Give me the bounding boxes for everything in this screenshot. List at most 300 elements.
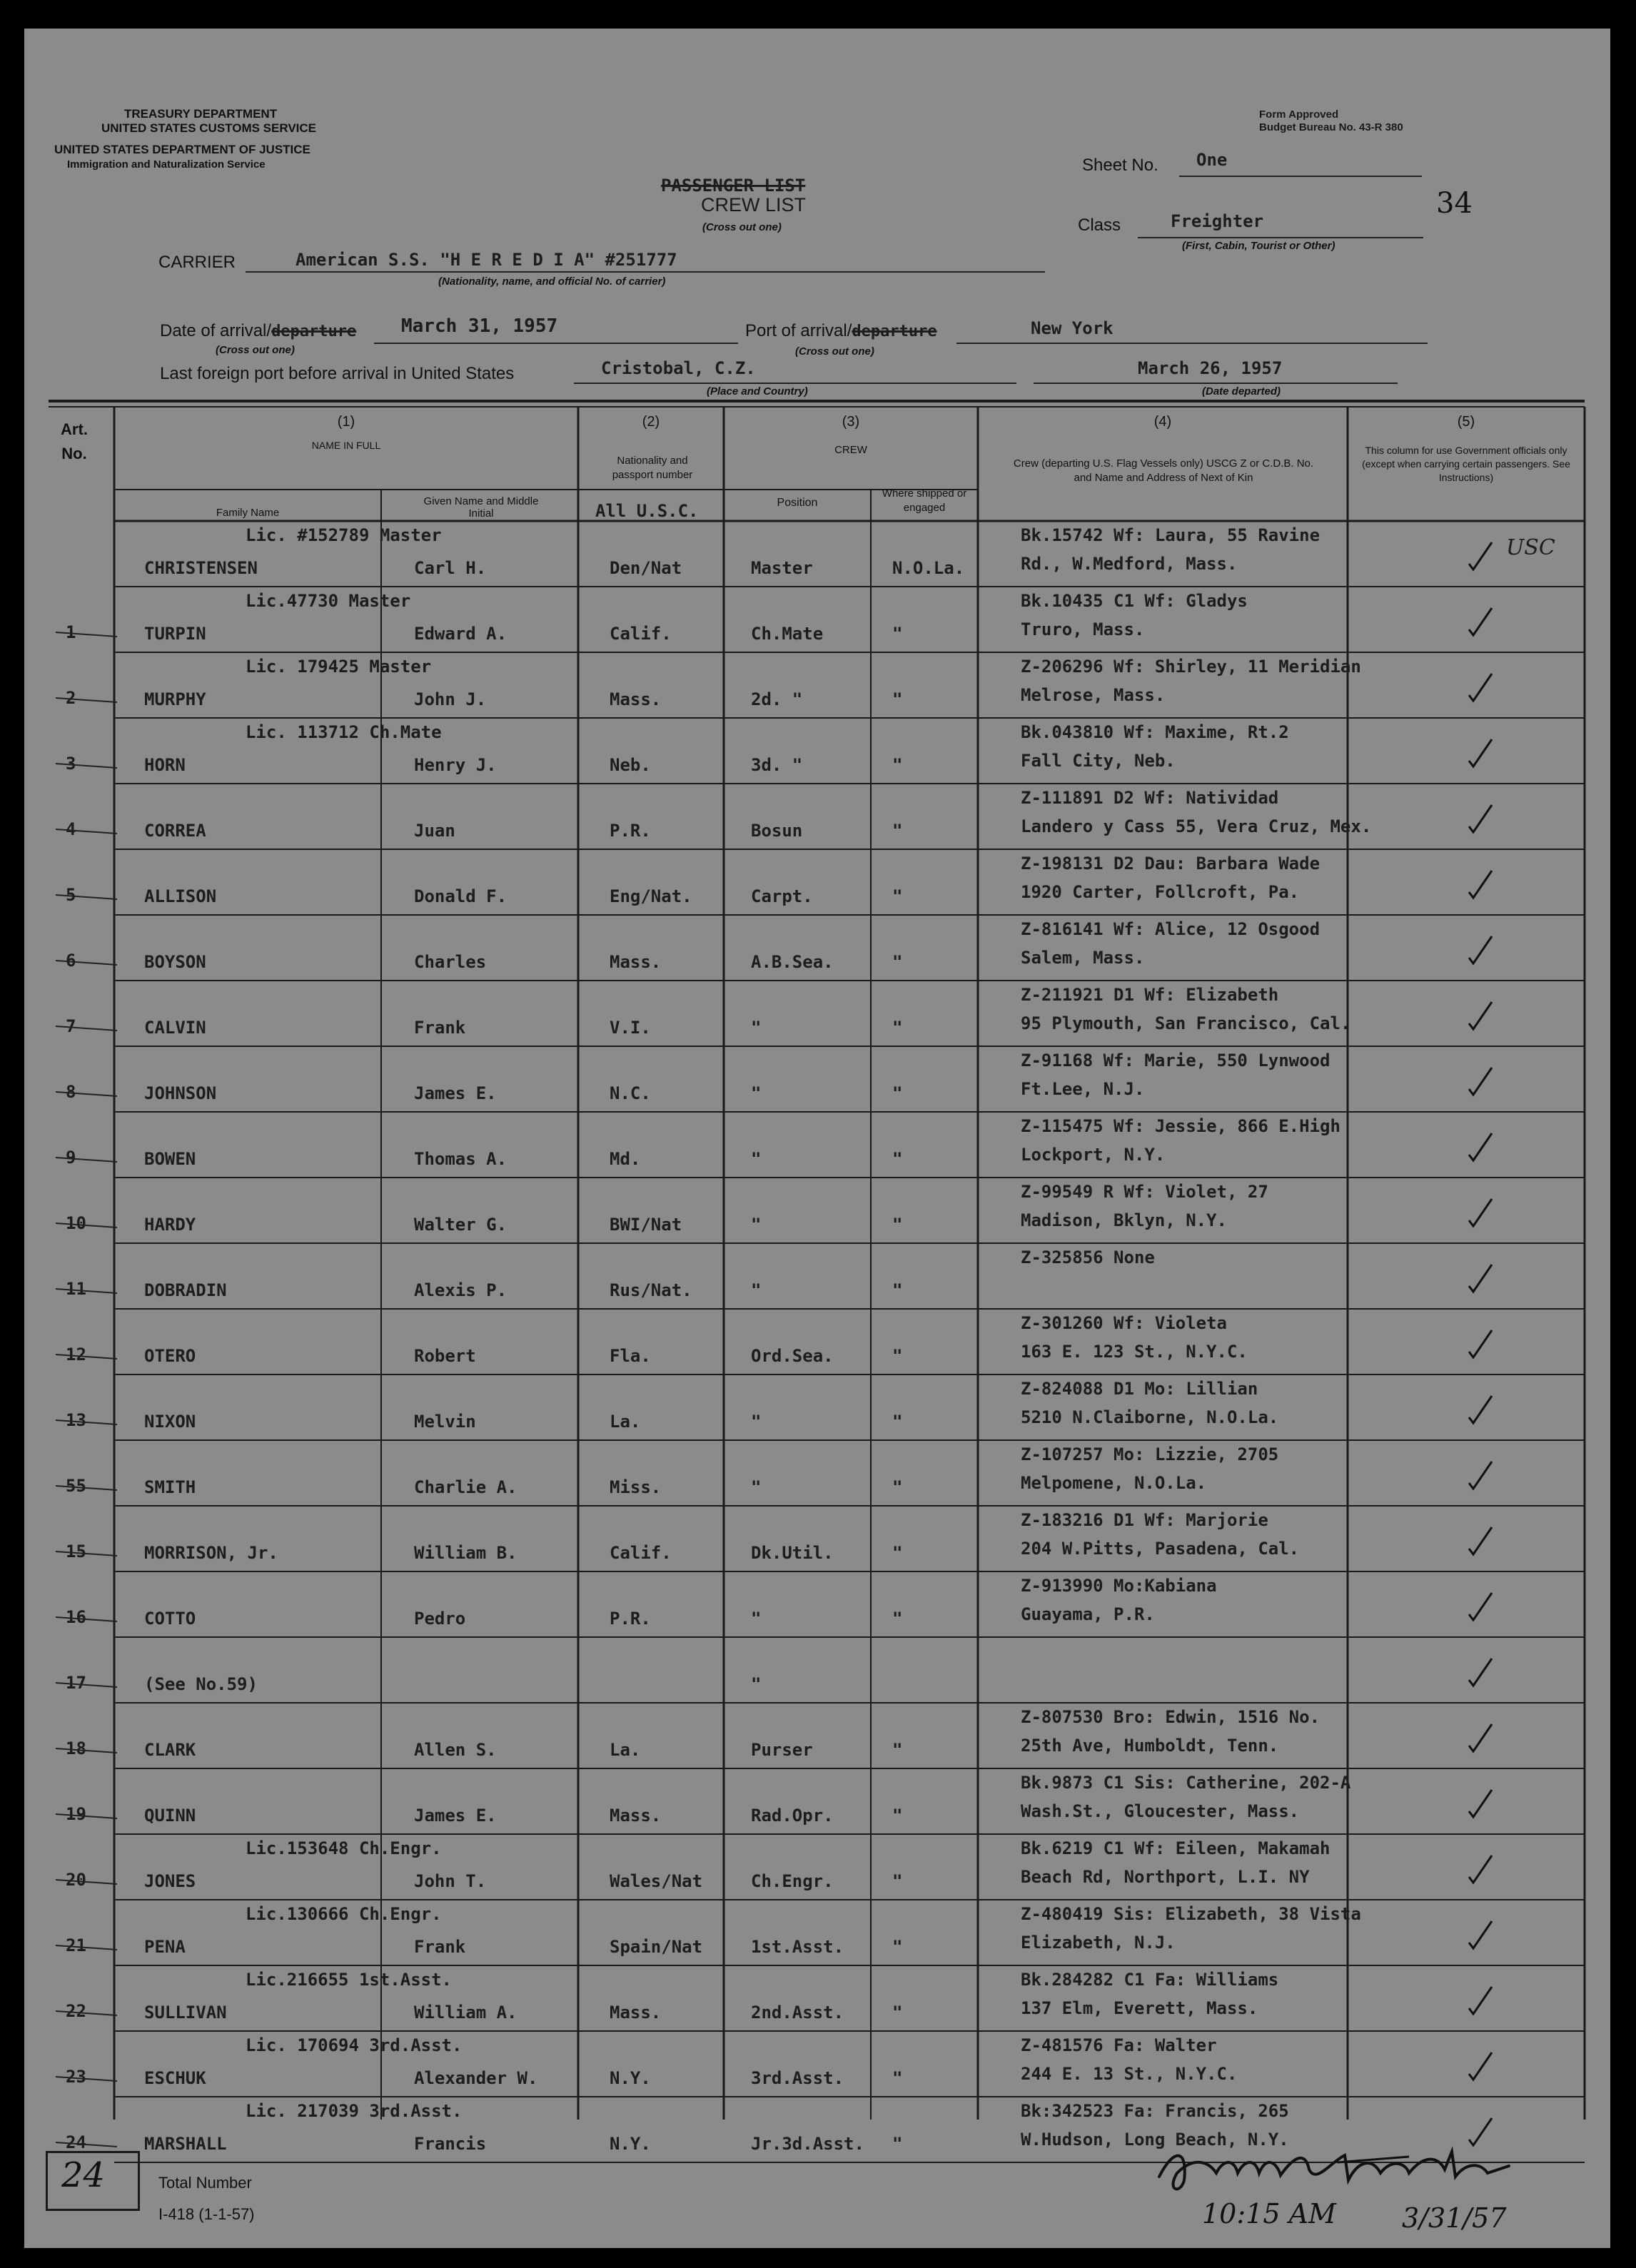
row-number: 2: [66, 688, 76, 708]
table-row: [24, 2031, 1610, 2097]
tally-mark-icon: [53, 625, 124, 647]
nationality: Mass.: [610, 952, 662, 972]
position: Ch.Mate: [751, 624, 824, 644]
check-mark-icon: [1466, 802, 1495, 835]
next-of-kin-line-1: Z-91168 Wf: Marie, 550 Lynwood: [1021, 1051, 1330, 1070]
table-row: [24, 1965, 1610, 2031]
col-nationality-value: All U.S.C.: [595, 501, 699, 521]
col-3-number: (3): [842, 414, 860, 430]
check-mark-icon: [1466, 1984, 1495, 2017]
check-mark-icon: [1466, 2050, 1495, 2082]
where-shipped: ": [892, 1477, 903, 1497]
given-name: Carl H.: [414, 558, 487, 578]
check-mark-icon: [1466, 1130, 1495, 1163]
tally-mark-icon: [53, 2070, 124, 2091]
row-number: 17: [66, 1673, 86, 1693]
col-crew: CREW: [834, 444, 867, 456]
next-of-kin-line-1: Z-183216 D1 Wf: Marjorie: [1021, 1510, 1268, 1530]
given-name: Pedro: [414, 1609, 466, 1629]
next-of-kin-line-1: Bk.284282 C1 Fa: Williams: [1021, 1970, 1279, 1990]
next-of-kin-line-1: Z-107257 Mo: Lizzie, 2705: [1021, 1444, 1279, 1464]
license-note: Lic. #152789 Master: [246, 525, 442, 545]
given-name: Edward A.: [414, 624, 508, 644]
list-type-note: (Cross out one): [702, 221, 782, 233]
where-shipped: N.O.La.: [892, 558, 965, 578]
col-1-number: (1): [337, 414, 355, 430]
tally-mark-icon: [53, 1282, 124, 1303]
check-mark-icon: [1466, 1524, 1495, 1557]
position: Bosun: [751, 821, 803, 841]
table-row: [24, 652, 1610, 718]
tally-mark-icon: [53, 691, 124, 712]
agency-line-2: UNITED STATES CUSTOMS SERVICE: [101, 121, 317, 135]
row-number: 20: [66, 1870, 86, 1890]
where-shipped: ": [892, 886, 903, 906]
row-number: 21: [66, 1935, 86, 1955]
check-mark-icon: [1466, 1262, 1495, 1295]
position: 3d. ": [751, 755, 803, 775]
date-departed-value: March 26, 1957: [1138, 358, 1283, 378]
time-note: 10:15 AM: [1202, 2198, 1336, 2229]
family-name: (See No.59): [144, 1674, 258, 1694]
position: Rad.Opr.: [751, 1806, 834, 1826]
given-name: Charles: [414, 952, 487, 972]
given-name: James E.: [414, 1806, 497, 1826]
position: Carpt.: [751, 886, 813, 906]
page-number: 34: [1436, 187, 1473, 220]
row-number: 18: [66, 1738, 86, 1758]
col-where-shipped: Where shipped or engaged: [882, 487, 967, 514]
tally-mark-icon: [53, 1216, 124, 1237]
port-note: (Cross out one): [795, 345, 874, 358]
next-of-kin-line-1: Z-301260 Wf: Violeta: [1021, 1313, 1227, 1333]
nationality: Neb.: [610, 755, 651, 775]
family-name: CALVIN: [144, 1018, 206, 1038]
nationality: Den/Nat: [610, 558, 682, 578]
where-shipped: ": [892, 1149, 903, 1169]
check-mark-icon: [1466, 605, 1495, 638]
given-name: John T.: [414, 1871, 487, 1891]
nationality: P.R.: [610, 1609, 651, 1629]
family-name: BOYSON: [144, 952, 206, 972]
table-row: [24, 915, 1610, 981]
row-number: 4: [66, 819, 76, 839]
next-of-kin-line-2: 244 E. 13 St., N.Y.C.: [1021, 2064, 1238, 2084]
tally-mark-icon: [53, 1938, 124, 1960]
next-of-kin-line-2: 5210 N.Claiborne, N.O.La.: [1021, 1407, 1279, 1427]
where-shipped: ": [892, 1280, 903, 1300]
port-departure-struck: departure: [852, 323, 937, 340]
table-row: [24, 1112, 1610, 1178]
where-shipped: ": [892, 624, 903, 644]
where-shipped: ": [892, 1018, 903, 1038]
family-name: DOBRADIN: [144, 1280, 227, 1300]
nationality: Rus/Nat.: [610, 1280, 692, 1300]
given-name: Allen S.: [414, 1740, 497, 1760]
agency-line-3: UNITED STATES DEPARTMENT OF JUSTICE: [54, 143, 310, 156]
check-mark-icon: [1466, 1853, 1495, 1885]
family-name: CHRISTENSEN: [144, 558, 258, 578]
next-of-kin-line-1: Z-115475 Wf: Jessie, 866 E.High: [1021, 1116, 1340, 1136]
next-of-kin-line-1: Bk.043810 Wf: Maxime, Rt.2: [1021, 722, 1289, 742]
next-of-kin-line-1: Z-211921 D1 Wf: Elizabeth: [1021, 985, 1279, 1005]
crew-list-title: CREW LIST: [701, 194, 807, 216]
family-name: NIXON: [144, 1412, 196, 1432]
nationality: Fla.: [610, 1346, 651, 1366]
tally-mark-icon: [53, 1676, 124, 1697]
license-note: Lic. 113712 Ch.Mate: [246, 722, 442, 742]
next-of-kin-line-2: Melpomene, N.O.La.: [1021, 1473, 1207, 1493]
next-of-kin-line-2: Landero y Cass 55, Vera Cruz, Mex.: [1021, 816, 1372, 836]
family-name: JOHNSON: [144, 1083, 217, 1103]
nationality: Wales/Nat: [610, 1871, 703, 1891]
check-mark-icon: [1466, 933, 1495, 966]
nationality: N.Y.: [610, 2134, 651, 2154]
col-given-name: Given Name and Middle Initial: [423, 495, 539, 520]
row-number: 13: [66, 1410, 86, 1430]
class-note: (First, Cabin, Tourist or Other): [1182, 240, 1335, 252]
table-row: [24, 1506, 1610, 1571]
check-mark-icon: [1466, 1787, 1495, 1820]
nationality: Md.: [610, 1149, 641, 1169]
family-name: HARDY: [144, 1215, 196, 1235]
family-name: CLARK: [144, 1740, 196, 1760]
tally-mark-icon: [53, 1479, 124, 1500]
table-row: [24, 1375, 1610, 1440]
table-row: [24, 1243, 1610, 1309]
license-note: Lic.47730 Master: [246, 591, 411, 611]
license-note: Lic. 170694 3rd.Asst.: [246, 2035, 463, 2055]
given-name: Alexander W.: [414, 2068, 538, 2088]
next-of-kin-line-2: 137 Elm, Everett, Mass.: [1021, 1998, 1258, 2018]
col-name-in-full: NAME IN FULL: [311, 440, 381, 451]
col-position: Position: [777, 497, 818, 509]
position: Dk.Util.: [751, 1543, 834, 1563]
where-shipped: ": [892, 1740, 903, 1760]
row-number: 16: [66, 1607, 86, 1627]
position: Ord.Sea.: [751, 1346, 834, 1366]
next-of-kin-line-1: Z-913990 Mo:Kabiana: [1021, 1576, 1217, 1596]
nationality: Eng/Nat.: [610, 886, 692, 906]
family-name: MURPHY: [144, 689, 206, 709]
given-name: Juan: [414, 821, 455, 841]
check-mark-icon: [1466, 1656, 1495, 1689]
next-of-kin-line-1: Z-206296 Wf: Shirley, 11 Meridian: [1021, 657, 1361, 677]
table-row: [24, 718, 1610, 784]
where-shipped: ": [892, 1937, 903, 1957]
family-name: MARSHALL: [144, 2134, 227, 2154]
next-of-kin-line-2: Salem, Mass.: [1021, 948, 1145, 968]
position: 2d. ": [751, 689, 803, 709]
nationality: La.: [610, 1412, 641, 1432]
next-of-kin-line-2: 163 E. 123 St., N.Y.C.: [1021, 1342, 1248, 1362]
next-of-kin-line-1: Bk.9873 C1 Sis: Catherine, 202-A: [1021, 1773, 1351, 1793]
next-of-kin-line-2: Guayama, P.R.: [1021, 1604, 1155, 1624]
row-number: 23: [66, 2067, 86, 2087]
position: ": [751, 1018, 762, 1038]
tally-mark-icon: [53, 1019, 124, 1041]
family-name: HORN: [144, 755, 186, 775]
check-mark-icon: [1466, 1918, 1495, 1951]
col-government-use: This column for use Government officials only (except when carrying certain passengers. See Instructions): [1362, 445, 1570, 483]
position: 3rd.Asst.: [751, 2068, 844, 2088]
next-of-kin-line-1: Z-198131 D2 Dau: Barbara Wade: [1021, 854, 1321, 874]
given-name: Charlie A.: [414, 1477, 517, 1497]
table-row: [24, 1834, 1610, 1900]
tally-mark-icon: [53, 1544, 124, 1566]
given-name: William B.: [414, 1543, 517, 1563]
where-shipped: ": [892, 821, 903, 841]
nationality: P.R.: [610, 821, 651, 841]
table-row: [24, 521, 1610, 587]
family-name: CORREA: [144, 821, 206, 841]
table-row: [24, 587, 1610, 652]
col-art-no: Art. No.: [61, 420, 88, 462]
col-5-number: (5): [1457, 414, 1475, 430]
next-of-kin-line-2: 95 Plymouth, San Francisco, Cal.: [1021, 1013, 1351, 1033]
tally-mark-icon: [53, 822, 124, 844]
total-number-value: 24: [61, 2155, 106, 2195]
crew-list-form: [24, 29, 1610, 2248]
class-value: Freighter: [1171, 211, 1264, 231]
tally-mark-icon: [53, 1741, 124, 1763]
where-shipped: ": [892, 1871, 903, 1891]
inspector-signature: [1152, 2141, 1523, 2198]
tally-mark-icon: [53, 1347, 124, 1369]
row-number: 10: [66, 1213, 86, 1233]
next-of-kin-line-2: 204 W.Pitts, Pasadena, Cal.: [1021, 1539, 1300, 1559]
position: ": [751, 1412, 762, 1432]
check-mark-icon: [1466, 540, 1495, 572]
next-of-kin-line-1: Bk.6219 C1 Wf: Eileen, Makamah: [1021, 1838, 1330, 1858]
table-row: [24, 1900, 1610, 1965]
position: Master: [751, 558, 813, 578]
last-port-value: Cristobal, C.Z.: [601, 358, 756, 378]
given-name: Frank: [414, 1018, 466, 1038]
license-note: Lic. 179425 Master: [246, 657, 432, 677]
nationality: La.: [610, 1740, 641, 1760]
family-name: COTTO: [144, 1609, 196, 1629]
tally-mark-icon: [53, 756, 124, 778]
family-name: BOWEN: [144, 1149, 196, 1169]
given-name: Alexis P.: [414, 1280, 508, 1300]
row-number: 19: [66, 1804, 86, 1824]
position: ": [751, 1609, 762, 1629]
check-mark-icon: [1466, 736, 1495, 769]
next-of-kin-line-1: Z-807530 Bro: Edwin, 1516 No.: [1021, 1707, 1321, 1727]
position: ": [751, 1477, 762, 1497]
carrier-note: (Nationality, name, and official No. of carrier): [438, 275, 666, 288]
table-row: [24, 1178, 1610, 1243]
given-name: Melvin: [414, 1412, 476, 1432]
sheet-number-value: One: [1196, 150, 1228, 170]
given-name: Robert: [414, 1346, 476, 1366]
family-name: SMITH: [144, 1477, 196, 1497]
given-name: James E.: [414, 1083, 497, 1103]
check-mark-icon: [1466, 868, 1495, 901]
next-of-kin-line-1: Z-99549 R Wf: Violet, 27: [1021, 1182, 1268, 1202]
where-shipped: ": [892, 952, 903, 972]
row-number: 9: [66, 1148, 76, 1168]
nationality: BWI/Nat: [610, 1215, 682, 1235]
check-mark-icon: [1466, 1721, 1495, 1754]
next-of-kin-line-1: Bk.15742 Wf: Laura, 55 Ravine: [1021, 525, 1321, 545]
given-name: Thomas A.: [414, 1149, 508, 1169]
tally-mark-icon: [53, 1610, 124, 1631]
date-note: (Cross out one): [216, 344, 295, 356]
total-number-label: Total Number: [158, 2174, 252, 2192]
table-row: [24, 1703, 1610, 1768]
family-name: SULLIVAN: [144, 2003, 227, 2023]
where-shipped: ": [892, 755, 903, 775]
family-name: TURPIN: [144, 624, 206, 644]
check-mark-icon: [1466, 1393, 1495, 1426]
next-of-kin-line-2: Melrose, Mass.: [1021, 685, 1166, 705]
date-of-arrival-label: Date of arrival/departure: [160, 321, 357, 340]
position: 2nd.Asst.: [751, 2003, 844, 2023]
row-number: 8: [66, 1082, 76, 1102]
given-name: William A.: [414, 2003, 517, 2023]
position: ": [751, 1280, 762, 1300]
next-of-kin-line-2: Ft.Lee, N.J.: [1021, 1079, 1145, 1099]
check-mark-icon: [1466, 1196, 1495, 1229]
nationality: N.C.: [610, 1083, 651, 1103]
next-of-kin-line-1: Bk.10435 C1 Wf: Gladys: [1021, 591, 1248, 611]
nationality: Calif.: [610, 624, 672, 644]
nationality: Mass.: [610, 689, 662, 709]
position: Ch.Engr.: [751, 1871, 834, 1891]
next-of-kin-line-1: Z-325856 None: [1021, 1247, 1155, 1267]
next-of-kin-line-2: 1920 Carter, Follcroft, Pa.: [1021, 882, 1300, 902]
nationality: Miss.: [610, 1477, 662, 1497]
where-shipped: ": [892, 1083, 903, 1103]
next-of-kin-line-1: Z-824088 D1 Mo: Lillian: [1021, 1379, 1258, 1399]
check-mark-icon: [1466, 1590, 1495, 1623]
date-note-handwritten: 3/31/57: [1402, 2202, 1507, 2234]
col-next-of-kin: Crew (departing U.S. Flag Vessels only) USCG Z or C.D.B. No. and Name and Address of Next of Kin: [1013, 457, 1314, 484]
table-row: [24, 1768, 1610, 1834]
col-4-number: (4): [1153, 414, 1172, 430]
next-of-kin-line-2: W.Hudson, Long Beach, N.Y.: [1021, 2130, 1289, 2150]
table-row: [24, 981, 1610, 1046]
tally-mark-icon: [53, 1413, 124, 1434]
family-name: PENA: [144, 1937, 186, 1957]
agency-line-1: TREASURY DEPARTMENT: [124, 107, 278, 121]
col-nationality: Nationality and passport number: [612, 455, 693, 481]
position: ": [751, 1083, 762, 1103]
nationality: Mass.: [610, 1806, 662, 1826]
row-number: 15: [66, 1541, 86, 1561]
next-of-kin-line-2: Lockport, N.Y.: [1021, 1145, 1166, 1165]
row-number: 22: [66, 2001, 86, 2021]
given-name: Donald F.: [414, 886, 508, 906]
tally-mark-icon: [53, 1873, 124, 1894]
row-number: 24: [66, 2132, 86, 2152]
nationality: Spain/Nat: [610, 1937, 703, 1957]
nationality: Calif.: [610, 1543, 672, 1563]
next-of-kin-line-1: Z-480419 Sis: Elizabeth, 38 Vista: [1021, 1904, 1361, 1924]
table-row: [24, 1309, 1610, 1375]
government-note: USC: [1506, 535, 1555, 560]
sheet-number-label: Sheet No.: [1082, 156, 1158, 175]
last-port-label: Last foreign port before arrival in United States: [160, 364, 515, 383]
date-of-arrival-value: March 31, 1957: [401, 315, 558, 337]
where-shipped: ": [892, 2003, 903, 2023]
form-number: I-418 (1-1-57): [158, 2205, 255, 2223]
tally-mark-icon: [53, 1807, 124, 1828]
port-of-arrival-value: New York: [1031, 318, 1114, 338]
col-2-number: (2): [642, 414, 660, 430]
next-of-kin-line-1: Bk:342523 Fa: Francis, 265: [1021, 2101, 1289, 2121]
position: Jr.3d.Asst.: [751, 2134, 864, 2154]
position: ": [751, 1674, 762, 1694]
license-note: Lic.130666 Ch.Engr.: [246, 1904, 442, 1924]
family-name: OTERO: [144, 1346, 196, 1366]
position: 1st.Asst.: [751, 1937, 844, 1957]
license-note: Lic. 217039 3rd.Asst.: [246, 2101, 463, 2121]
next-of-kin-line-2: Beach Rd, Northport, L.I. NY: [1021, 1867, 1310, 1887]
where-shipped: ": [892, 2068, 903, 2088]
row-number: 12: [66, 1345, 86, 1365]
table-row: [24, 1571, 1610, 1637]
position: A.B.Sea.: [751, 952, 834, 972]
where-shipped: ": [892, 1543, 903, 1563]
position: ": [751, 1215, 762, 1235]
budget-bureau-number: Budget Bureau No. 43-R 380: [1259, 121, 1403, 133]
next-of-kin-line-1: Z-481576 Fa: Walter: [1021, 2035, 1217, 2055]
tally-mark-icon: [53, 2004, 124, 2025]
nationality: N.Y.: [610, 2068, 651, 2088]
next-of-kin-line-2: Elizabeth, N.J.: [1021, 1933, 1176, 1953]
nationality: V.I.: [610, 1018, 651, 1038]
check-mark-icon: [1466, 999, 1495, 1032]
date-departed-note: (Date departed): [1202, 385, 1281, 398]
port-of-arrival-label: Port of arrival/departure: [745, 321, 937, 340]
next-of-kin-line-1: Z-111891 D2 Wf: Natividad: [1021, 788, 1279, 808]
position: ": [751, 1149, 762, 1169]
next-of-kin-line-2: Madison, Bklyn, N.Y.: [1021, 1210, 1227, 1230]
row-number: 1: [66, 622, 76, 642]
where-shipped: ": [892, 1346, 903, 1366]
row-number: 6: [66, 951, 76, 971]
where-shipped: ": [892, 2134, 903, 2154]
check-mark-icon: [1466, 1327, 1495, 1360]
table-row: [24, 1637, 1610, 1703]
given-name: Henry J.: [414, 755, 497, 775]
table-row: [24, 1440, 1610, 1506]
tally-mark-icon: [53, 1150, 124, 1172]
class-label: Class: [1078, 216, 1121, 235]
tally-mark-icon: [53, 1085, 124, 1106]
passenger-list-struck: PASSENGER LIST: [661, 176, 806, 196]
where-shipped: ": [892, 1609, 903, 1629]
license-note: Lic.216655 1st.Asst.: [246, 1970, 452, 1990]
given-name: Walter G.: [414, 1215, 508, 1235]
next-of-kin-line-2: 25th Ave, Humboldt, Tenn.: [1021, 1736, 1279, 1756]
family-name: QUINN: [144, 1806, 196, 1826]
family-name: ALLISON: [144, 886, 217, 906]
license-note: Lic.153648 Ch.Engr.: [246, 1838, 442, 1858]
nationality: Mass.: [610, 2003, 662, 2023]
where-shipped: ": [892, 689, 903, 709]
row-number: 11: [66, 1279, 86, 1299]
table-row: [24, 784, 1610, 849]
family-name: MORRISON, Jr.: [144, 1543, 278, 1563]
table-row: [24, 1046, 1610, 1112]
next-of-kin-line-2: Fall City, Neb.: [1021, 751, 1176, 771]
carrier-value: American S.S. "H E R E D I A" #251777: [296, 250, 677, 270]
col-family-name: Family Name: [216, 507, 280, 519]
